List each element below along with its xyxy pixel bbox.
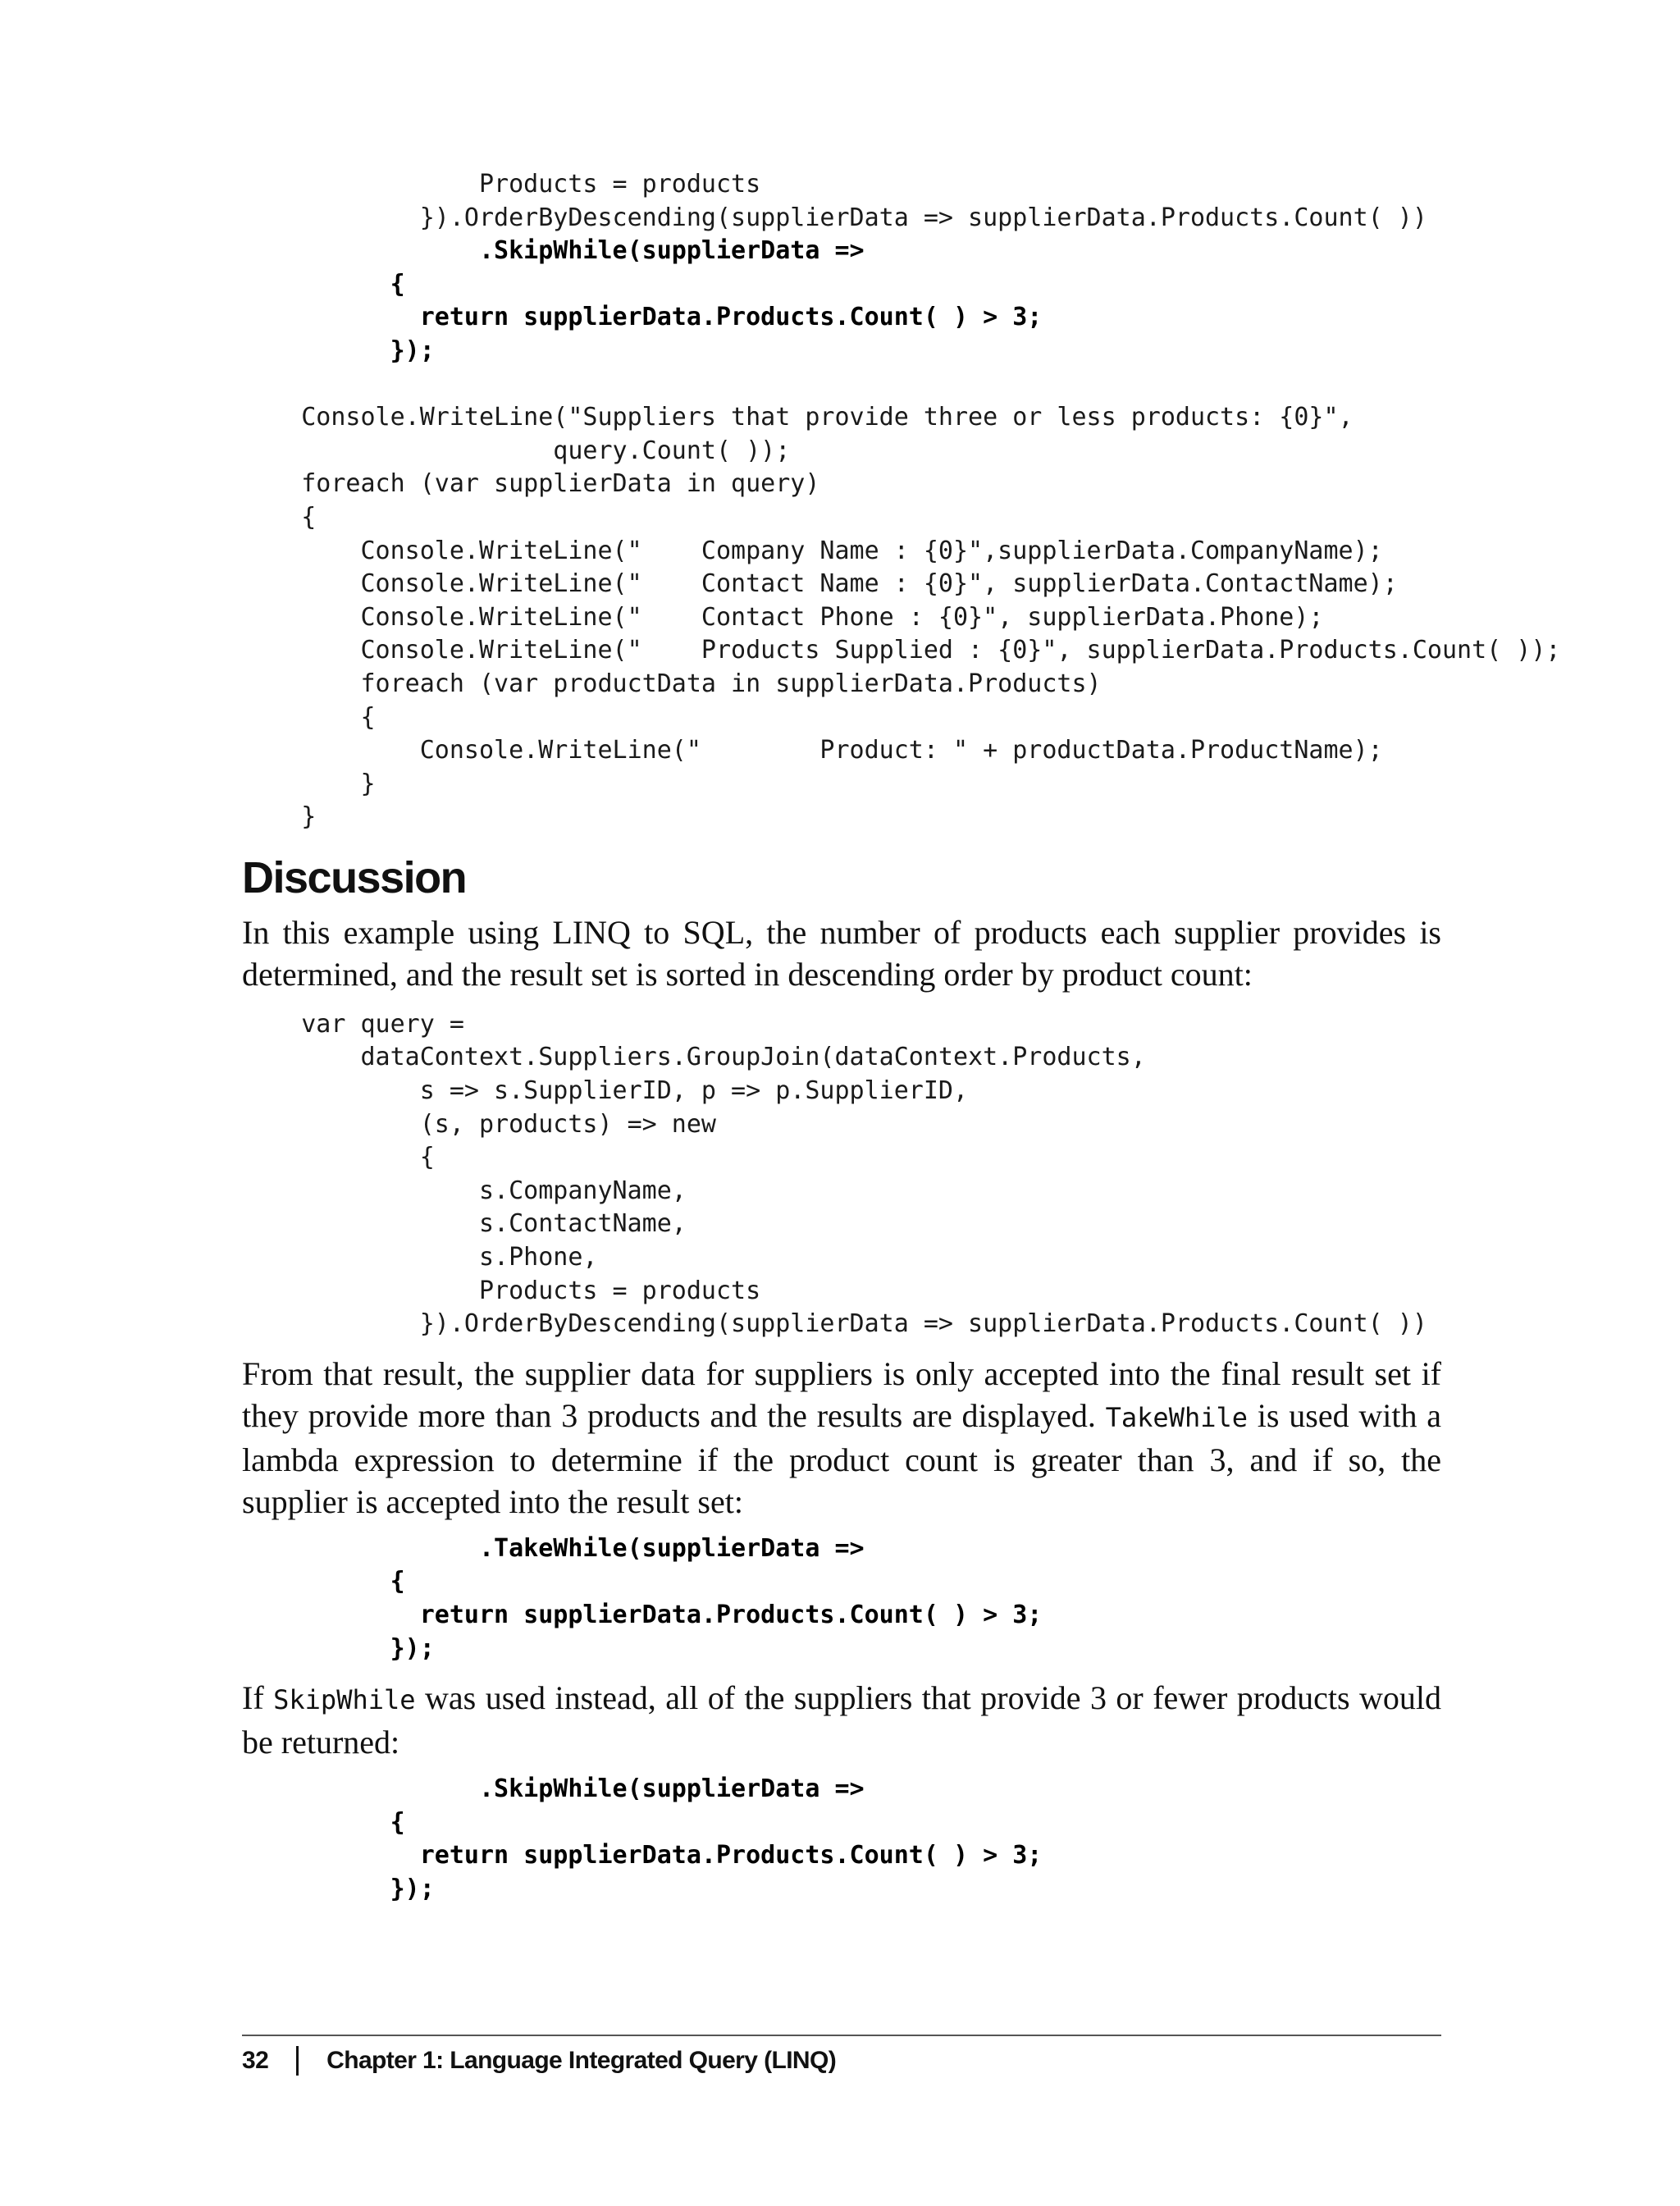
code-line: }	[242, 802, 317, 832]
code-line: Products = products	[242, 170, 761, 199]
code-line: foreach (var productData in supplierData.Products)	[242, 669, 1102, 698]
code-line: (s, products) => new	[242, 1109, 716, 1139]
page-footer	[242, 2035, 1441, 2076]
paragraph-text: From that result, the supplier data for suppliers is only accepted into the final result set if they provide more than 3 products and the results are displayed.	[242, 1354, 1441, 1434]
code-line: {	[242, 1807, 405, 1837]
code-block-top	[242, 168, 1561, 834]
code-line: s.Phone,	[242, 1243, 598, 1272]
code-line: }).OrderByDescending(supplierData => supplierData.Products.Count( ))	[242, 1309, 1427, 1339]
code-line: s.ContactName,	[242, 1209, 687, 1239]
code-line: return supplierData.Products.Count( ) > 3;	[242, 303, 1043, 332]
paragraph-text: was used instead, all of the suppliers that provide 3 or fewer products would be returned:	[242, 1679, 1441, 1761]
page-number: 32	[242, 2047, 269, 2074]
code-line: });	[242, 1633, 435, 1663]
code-line: foreach (var supplierData in query)	[242, 469, 820, 499]
code-line: }).OrderByDescending(supplierData => supplierData.Products.Count( ))	[242, 203, 1427, 232]
paragraph-text: is used with a lambda expression to determine if the product count is greater than 3, and if so, the supplier is accepted into the result set:	[242, 1396, 1441, 1520]
code-line: Console.WriteLine(" Products Supplied : {0}", supplierData.Products.Count( ));	[242, 636, 1561, 665]
footer-text	[242, 2046, 1441, 2076]
code-line: Console.WriteLine(" Contact Phone : {0}", supplierData.Phone);	[242, 602, 1324, 632]
code-line: .SkipWhile(supplierData =>	[242, 236, 865, 266]
code-block-skipwhile	[242, 1773, 1441, 1906]
code-line: {	[242, 269, 405, 299]
code-line: Console.WriteLine(" Product: " + productData.ProductName);	[242, 736, 1383, 765]
footer-divider	[242, 2035, 1441, 2036]
code-line: });	[242, 336, 435, 365]
code-line: s => s.SupplierID, p => p.SupplierID,	[242, 1076, 969, 1106]
inline-code-skipwhile: SkipWhile	[273, 1684, 416, 1716]
inline-code-takewhile: TakeWhile	[1105, 1401, 1249, 1433]
chapter-title: Chapter 1: Language Integrated Query (LINQ)	[326, 2047, 837, 2074]
code-line: .SkipWhile(supplierData =>	[242, 1774, 865, 1804]
code-line: .TakeWhile(supplierData =>	[242, 1533, 865, 1563]
code-line: s.CompanyName,	[242, 1176, 687, 1205]
code-line: query.Count( ));	[242, 436, 791, 465]
code-line: var query =	[242, 1009, 464, 1039]
code-line: {	[242, 502, 317, 532]
code-line: Console.WriteLine(" Company Name : {0}",supplierData.CompanyName);	[242, 536, 1383, 565]
page-content	[242, 168, 1561, 1907]
code-line: Console.WriteLine("Suppliers that provide three or less products: {0}",	[242, 403, 1354, 432]
footer-separator	[296, 2046, 299, 2076]
code-line: Console.WriteLine(" Contact Name : {0}", supplierData.ContactName);	[242, 569, 1398, 599]
code-block-takewhile	[242, 1532, 1441, 1665]
code-line: });	[242, 1874, 435, 1903]
paragraph-text: If	[242, 1679, 274, 1717]
code-block-query	[242, 1008, 1441, 1341]
code-line: {	[242, 1567, 405, 1596]
paragraph-intro: In this example using LINQ to SQL, the number of products each supplier provides is determined, and the result set is sorted in descending order by product count:	[242, 913, 1441, 993]
code-line: return supplierData.Products.Count( ) > 3;	[242, 1841, 1043, 1870]
code-line: }	[242, 769, 376, 798]
code-line: {	[242, 1143, 435, 1172]
paragraph-skipwhile	[242, 1677, 1441, 1763]
code-line: dataContext.Suppliers.GroupJoin(dataContext.Products,	[242, 1043, 1146, 1072]
paragraph-takewhile	[242, 1353, 1441, 1523]
section-heading-discussion: Discussion	[242, 852, 467, 902]
code-line: return supplierData.Products.Count( ) > 3;	[242, 1601, 1043, 1629]
code-line: Products = products	[242, 1276, 761, 1305]
code-line: {	[242, 702, 376, 732]
code-line	[242, 368, 1441, 402]
